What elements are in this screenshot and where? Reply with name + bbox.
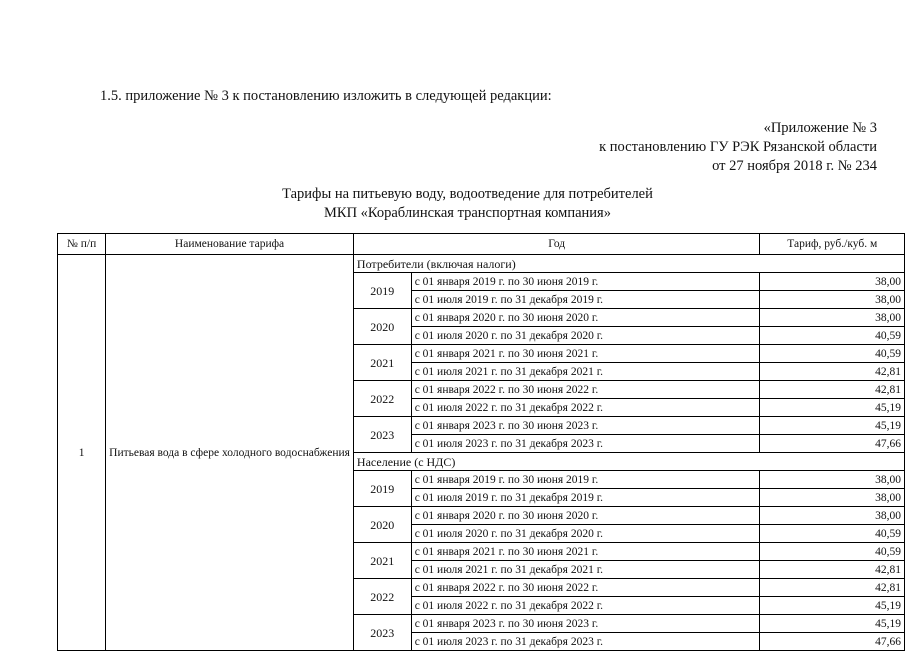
tariff-value-cell: 40,59 [760,525,905,543]
title-line-1: Тарифы на питьевую воду, водоотведение для потребителей [282,186,653,202]
tariff-table [57,233,905,651]
period-cell: с 01 января 2019 г. по 30 июня 2019 г. [411,273,760,291]
period-cell: с 01 января 2022 г. по 30 июня 2022 г. [411,579,760,597]
row-number: 1 [58,255,106,651]
period-cell: с 01 июля 2021 г. по 31 декабря 2021 г. [411,561,760,579]
title-line-2: МКП «Кораблинская транспортная компания» [324,205,611,221]
year-cell: 2019 [353,471,411,507]
tariff-value-cell: 45,19 [760,417,905,435]
period-cell: с 01 января 2020 г. по 30 июня 2020 г. [411,309,760,327]
tariff-value-cell: 38,00 [760,471,905,489]
period-cell: с 01 июля 2019 г. по 31 декабря 2019 г. [411,489,760,507]
period-cell: с 01 июля 2022 г. по 31 декабря 2022 г. [411,597,760,615]
appendix-line-2: к постановлению ГУ РЭК Рязанской области [599,139,877,155]
period-cell: с 01 июля 2020 г. по 31 декабря 2020 г. [411,525,760,543]
tariff-value-cell: 38,00 [760,507,905,525]
tariff-value-cell: 42,81 [760,363,905,381]
tariff-value-cell: 42,81 [760,381,905,399]
tariff-value-cell: 40,59 [760,327,905,345]
tariff-value-cell: 38,00 [760,309,905,327]
period-cell: с 01 января 2019 г. по 30 июня 2019 г. [411,471,760,489]
tariff-value-cell: 42,81 [760,561,905,579]
tariff-value-cell: 45,19 [760,597,905,615]
header-tariff-name: Наименование тарифа [106,234,354,255]
year-cell: 2020 [353,309,411,345]
period-cell: с 01 января 2020 г. по 30 июня 2020 г. [411,507,760,525]
period-cell: с 01 января 2021 г. по 30 июня 2021 г. [411,345,760,363]
period-cell: с 01 июля 2020 г. по 31 декабря 2020 г. [411,327,760,345]
tariff-value-cell: 47,66 [760,435,905,453]
period-cell: с 01 июля 2019 г. по 31 декабря 2019 г. [411,291,760,309]
appendix-line-1: «Приложение № 3 [763,120,877,136]
year-cell: 2019 [353,273,411,309]
tariff-name: Питьевая вода в сфере холодного водоснабжения [106,255,354,651]
table-header-row [58,234,905,255]
tariff-value-cell: 47,66 [760,633,905,651]
tariff-value-cell: 45,19 [760,399,905,417]
header-year: Год [353,234,760,255]
period-cell: с 01 июля 2022 г. по 31 декабря 2022 г. [411,399,760,417]
tariff-value-cell: 42,81 [760,579,905,597]
year-cell: 2020 [353,507,411,543]
year-cell: 2021 [353,345,411,381]
period-cell: с 01 июля 2023 г. по 31 декабря 2023 г. [411,633,760,651]
header-tariff-value: Тариф, руб./куб. м [760,234,905,255]
period-cell: с 01 января 2023 г. по 30 июня 2023 г. [411,417,760,435]
document-title [0,185,905,223]
year-cell: 2022 [353,381,411,417]
period-cell: с 01 января 2022 г. по 30 июня 2022 г. [411,381,760,399]
appendix-reference [599,119,877,176]
consumer-group-label: Потребители (включая налоги) [353,255,904,273]
period-cell: с 01 января 2023 г. по 30 июня 2023 г. [411,615,760,633]
period-cell: с 01 июля 2023 г. по 31 декабря 2023 г. [411,435,760,453]
tariff-value-cell: 38,00 [760,489,905,507]
tariff-value-cell: 45,19 [760,615,905,633]
amendment-paragraph: 1.5. приложение № 3 к постановлению изложить в следующей редакции: [100,88,552,104]
table-body [58,255,905,651]
consumer-group-label: Население (с НДС) [353,453,904,471]
period-cell: с 01 июля 2021 г. по 31 декабря 2021 г. [411,363,760,381]
year-cell: 2021 [353,543,411,579]
group-row [58,255,905,273]
tariff-value-cell: 40,59 [760,345,905,363]
tariff-value-cell: 38,00 [760,273,905,291]
appendix-line-3: от 27 ноября 2018 г. № 234 [712,158,877,174]
period-cell: с 01 января 2021 г. по 30 июня 2021 г. [411,543,760,561]
tariff-value-cell: 38,00 [760,291,905,309]
tariff-value-cell: 40,59 [760,543,905,561]
year-cell: 2023 [353,417,411,453]
header-number: № п/п [58,234,106,255]
year-cell: 2023 [353,615,411,651]
year-cell: 2022 [353,579,411,615]
